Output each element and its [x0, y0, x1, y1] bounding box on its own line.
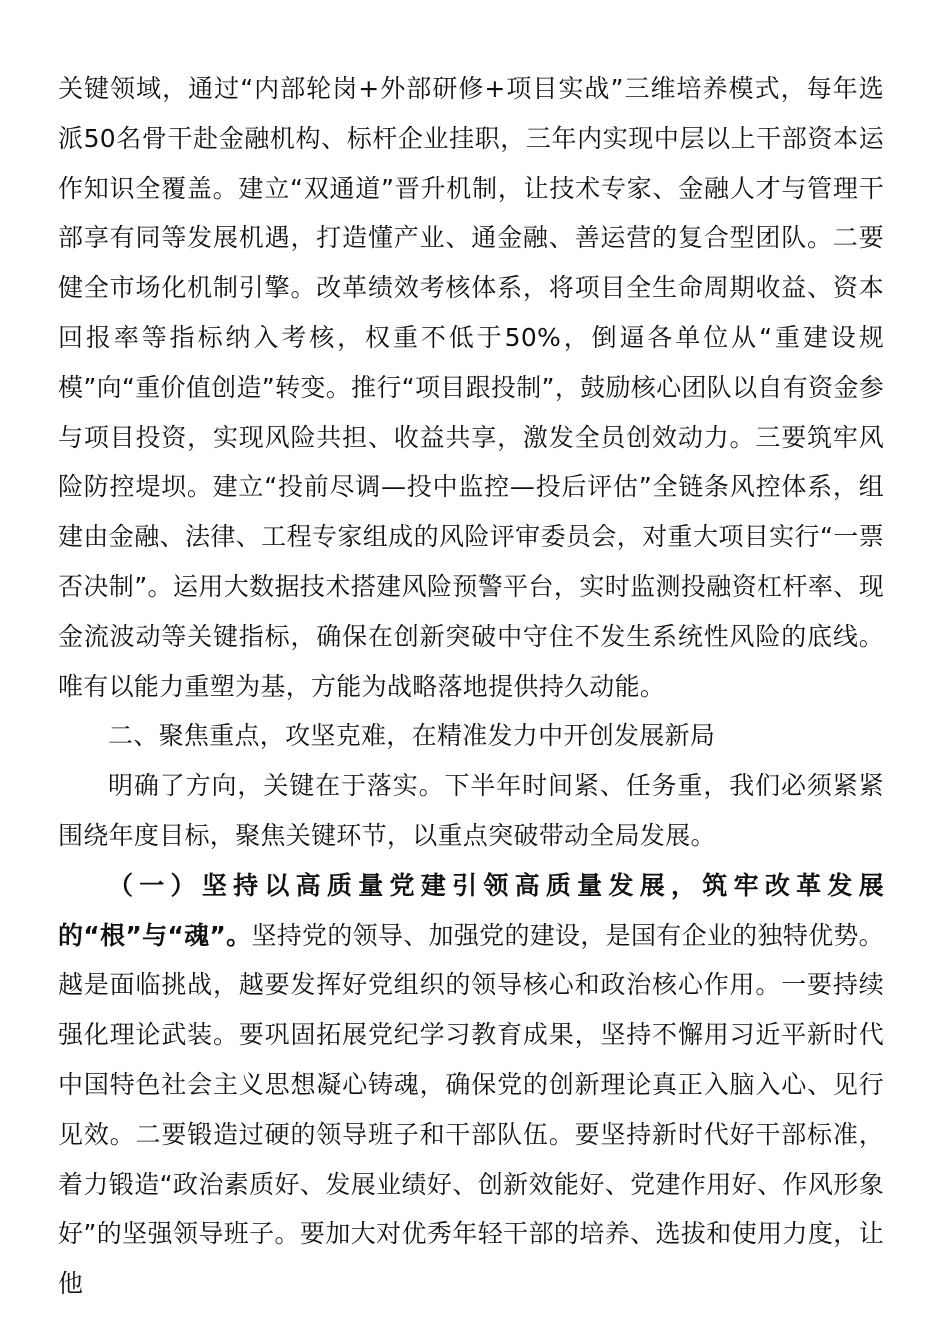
body-paragraph-capability: 关键领域，通过“内部轮岗+外部研修+项目实战”三维培养模式，每年选派50名骨干赴金融机构、标杆企业挂职，三年内实现中层以上干部资本运作知识全覆盖。建立“双通道”晋升机制，让技术专家、金融人才与管理干部享有同等发展机遇，打造懂产业、通金融、善运营的复合型团队。二要健全市场化机制引擎。改革绩效考核体系，将项目全生命周期收益、资本回报率等指标纳入考核，权重不低于50%，倒逼各单位从“重建设规模”向“重价值创造”转变。推行“项目跟投制”，鼓励核心团队以自有资金参与项目投资，实现风险共担、收益共享，激发全员创效动力。三要筑牢风险防控堤坝。建立“投前尽调—投中监控—投后评估”全链条风控体系，组建由金融、法律、工程专家组成的风险评审委员会，对重大项目实行“一票否决制”。运用大数据技术搭建风险预警平台，实时监测投融资杠杆率、现金流波动等关键指标，确保在创新突破中守住不发生系统性风险的底线。唯有以能力重塑为基，方能为战略落地提供持久动能。 [58, 74, 884, 701]
body-paragraph-party-building [58, 861, 884, 1309]
subsection-heading: （一）坚持以高质量党建引领高质量发展，筑牢改革发展的“根”与“魂”。 [58, 870, 884, 950]
subsection-body: 坚持党的领导、加强党的建设，是国有企业的独特优势。越是面临挑战，越要发挥好党组织的领导核心和政治核心作用。一要持续强化理论武装。要巩固拓展党纪学习教育成果，坚持不懈用习近平新时代中国特色社会主义思想凝心铸魂，确保党的创新理论真正入脑入心、见行见效。二要锻造过硬的领导班子和干部队伍。要坚持新时代好干部标准，着力锻造“政治素质好、发展业绩好、创新效能好、党建作用好、作风形象好”的坚强领导班子。要加大对优秀年轻干部的培养、选拔和使用力度，让他 [58, 920, 884, 1299]
body-paragraph-implementation: 明确了方向，关键在于落实。下半年时间紧、任务重，我们必须紧紧围绕年度目标，聚焦关键环节，以重点突破带动全局发展。 [58, 771, 884, 850]
document-page [58, 64, 884, 1309]
section-heading: 二、聚焦重点，攻坚克难，在精准发力中开创发展新局 [108, 721, 716, 751]
